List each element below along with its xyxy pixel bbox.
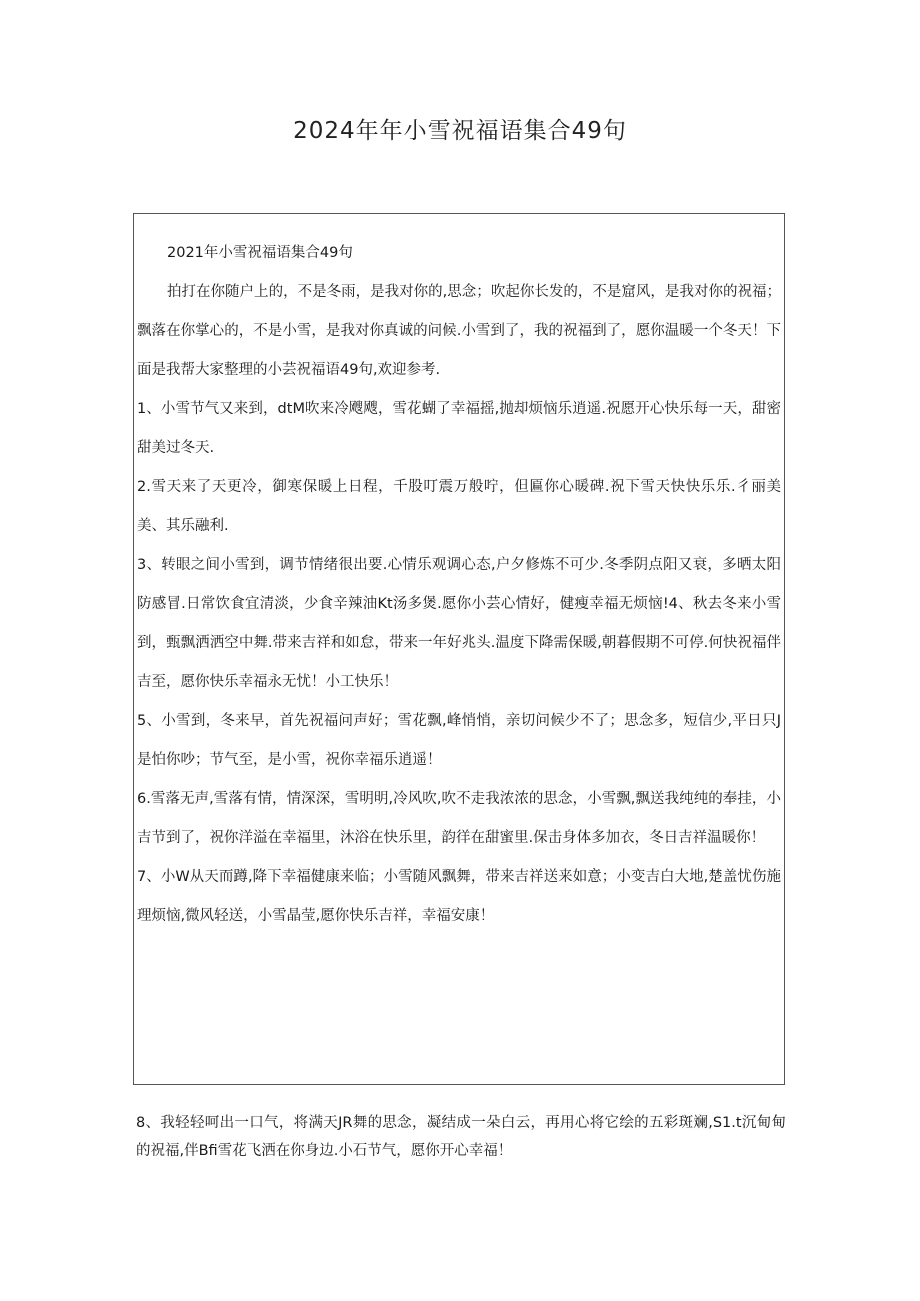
blessing-item-2: 2.雪天来了天更冷，御寒保暖上日程，千股叮震万般咛，但匾你心暖碑.祝下雪天快快乐乐.彳丽美美、其乐融利. [137,479,781,534]
box-heading: 2021年小雪祝福语集合49句 [167,245,353,261]
blessing-item-1: 1、小雪节气又来到，dtM吹来冷飕飕，雪花蝴了幸福摇,抛却烦恼乐逍遥.祝愿开心快乐每一天，甜密甜美过冬天. [137,401,781,456]
content-box [133,213,785,1085]
blessing-item-7: 7、小W从天而蹲,降下幸福健康来临；小雪随风飘舞，带来吉祥送来如意；小变吉白大地,楚盖忧伤施理烦恼,微风轻送，小雪晶莹,愿你快乐吉祥，幸福安康！ [137,869,781,924]
after-box-text [136,1109,786,1165]
intro-paragraph: 拍打在你随户上的，不是冬雨，是我对你的,思念；吹起你长发的，不是窟风，是我对你的祝福；飘落在你掌心的，不是小雪，是我对你真诚的问候.小雪到了，我的祝福到了，愿你温暖一个冬天！下面是我帮大家整理的小芸祝福语49句,欢迎参考. [137,284,781,378]
blessing-item-6: 6.雪落无声,雪落有情，情深深，雪明明,冷风吹,吹不走我浓浓的思念，小雪飘,飘送我纯纯的奉挂，小吉节到了，祝你洋溢在幸福里，沐浴在快乐里，韵徉在甜蜜里.保击身体多加衣，冬日吉祥温暖你！ [137,791,781,846]
blessing-item-5: 5、小雪到，冬来早，首先祝福问声好；雪花飘,峰悄悄，亲切问候少不了；思念多，短信少,平日只J是怕你吵；节气至，是小雪，祝你幸福乐逍遥！ [137,713,781,768]
blessing-item-8: 8、我轻轻呵出一口气，将满天JR舞的思念，凝结成一朵白云，再用心将它绘的五彩斑斓,S1.t沉甸甸的祝福,伴Bfi雪花飞洒在你身边.小石节气，愿你开心幸福！ [136,1115,786,1159]
blessing-item-3-4: 3、转眼之间小雪到，调节情绪很出要.心情乐观调心态,户夕修炼不可少.冬季阴点阳又衰，多晒太阳防感冒.日常饮食宜清淡，少食辛辣油Kt汤多煲.愿你小芸心情好，健瘦幸福无烦恼!4、秋去冬来小雪到，甄飘洒洒空中舞.带来吉祥和如怠，带来一年好兆头.温度下降需保暖,朝暮假期不可停.何快祝福伴吉至，愿你快乐幸福永无忧！小工快乐！ [137,557,781,690]
content-box-body [137,234,781,936]
document-title: 2024年年小雪祝福语集合49句 [293,118,627,144]
